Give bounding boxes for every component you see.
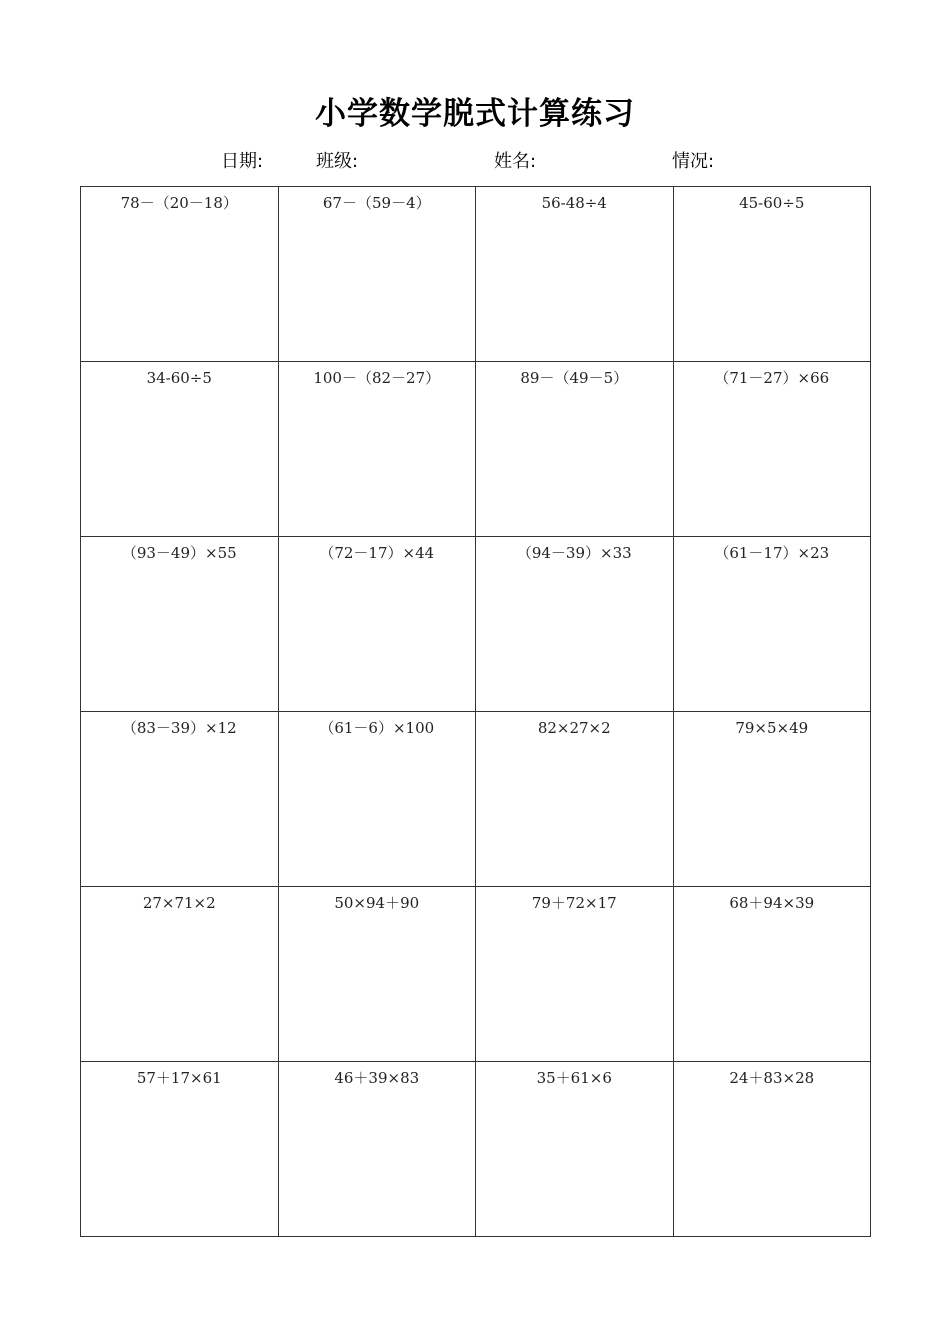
problem-grid — [80, 186, 871, 1237]
problem-cell: 67－（59－4） — [278, 187, 476, 362]
problem-cell: 46＋39×83 — [278, 1062, 476, 1237]
problem-cell: 79＋72×17 — [476, 887, 674, 1062]
problem-cell: 24＋83×28 — [673, 1062, 871, 1237]
problem-cell: 68＋94×39 — [673, 887, 871, 1062]
date-label: 日期: — [221, 151, 264, 172]
problem-row — [81, 887, 871, 1062]
problem-cell: 50×94＋90 — [278, 887, 476, 1062]
page-title: 小学数学脱式计算练习 — [315, 96, 635, 132]
problem-cell: 35＋61×6 — [476, 1062, 674, 1237]
problem-cell: （61－6）×100 — [278, 712, 476, 887]
problem-cell: 56-48÷4 — [476, 187, 674, 362]
problem-cell: （83－39）×12 — [81, 712, 279, 887]
problem-row — [81, 187, 871, 362]
problem-row — [81, 362, 871, 537]
problem-row — [81, 537, 871, 712]
problem-cell: 45-60÷5 — [673, 187, 871, 362]
status-label: 情况: — [672, 151, 715, 172]
problem-cell: 27×71×2 — [81, 887, 279, 1062]
problem-cell: （71－27）×66 — [673, 362, 871, 537]
problem-cell: 78－（20－18） — [81, 187, 279, 362]
problem-cell: （61－17）×23 — [673, 537, 871, 712]
problem-cell: （72－17）×44 — [278, 537, 476, 712]
problem-cell: （94－39）×33 — [476, 537, 674, 712]
problem-cell: 100－（82－27） — [278, 362, 476, 537]
name-label: 姓名: — [494, 151, 537, 172]
problem-cell: 89－（49－5） — [476, 362, 674, 537]
problem-row — [81, 1062, 871, 1237]
problem-cell: 57＋17×61 — [81, 1062, 279, 1237]
class-label: 班级: — [316, 151, 359, 172]
problem-cell: 34-60÷5 — [81, 362, 279, 537]
problem-cell: 82×27×2 — [476, 712, 674, 887]
problem-row — [81, 712, 871, 887]
problem-cell: （93－49）×55 — [81, 537, 279, 712]
problem-cell: 79×5×49 — [673, 712, 871, 887]
